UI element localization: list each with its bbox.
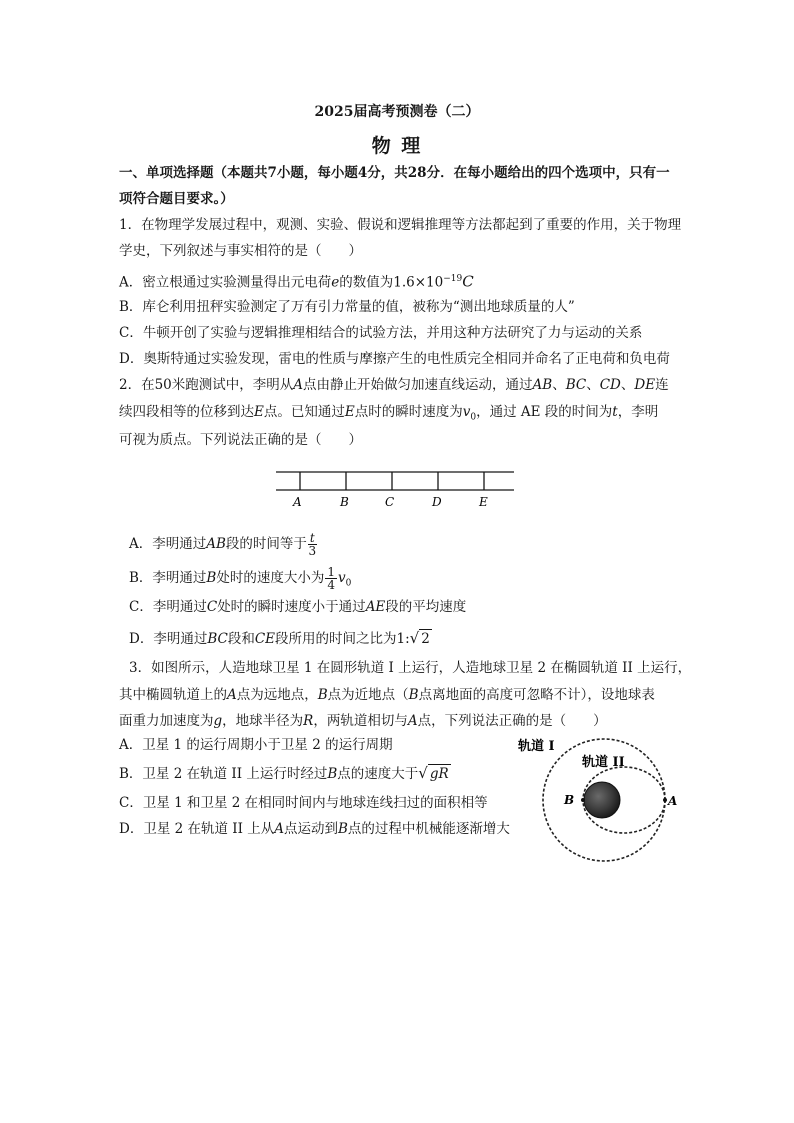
q2-l2-var-e: E [254,404,264,420]
subject-title: 物 理 [371,135,423,157]
q2-option-a [129,532,318,557]
q2-b-text: B．李明通过 [129,570,207,586]
q2-stem-line3: 可视为质点。下列说法正确的是（ ） [119,432,362,448]
q3-l3-var-r: R [303,713,314,729]
q2-a-denominator: 3 [308,544,317,558]
q2-b-velocity-sub: 0 [345,578,352,589]
q2-a-text: A．李明通过 [129,536,207,552]
q2-d-mid: 段和 [227,631,255,647]
q2-b-var: B [206,570,217,586]
q2-track-diagram [270,466,520,514]
q3-l2-var-b: B [317,687,328,703]
q1-a-mid: 的数值为1.6×10 [339,274,444,291]
q3-option-d [119,820,510,838]
q2-l1-sep1: 、 [552,377,566,393]
q3-l2-var-b2: B [408,687,419,703]
point-b-dot [581,798,585,802]
q3-option-c: C．卫星 1 和卫星 2 在相同时间内与地球连线扫过的面积相等 [119,795,488,811]
q2-c-text: C．李明通过 [129,599,207,615]
q3-stem-line3 [119,712,607,730]
track-label-e: E [479,495,488,509]
q3-orbit-diagram [510,734,685,864]
q1-a-var: e [331,274,340,291]
q3-option-b [119,764,451,783]
q3-d-end: 点的过程中机械能逐渐增大 [347,821,510,837]
q3-stem-line2 [119,686,655,704]
q2-l2-text3: 点时的瞬时速度为 [354,404,463,420]
track-label-c: C [385,495,395,509]
q2-b-mid: 处时的速度大小为 [216,570,325,586]
q2-c-mid: 处时的瞬时速度小于通过 [217,599,366,615]
q2-a-numerator: t [309,531,315,545]
track-label-a: A [293,495,302,509]
q2-b-velocity: v [337,570,346,586]
q2-option-c [129,598,466,616]
q3-d-text: D．卫星 2 在轨道 II 上从 [119,821,275,837]
q2-l2-var-v: v [462,404,471,420]
q2-l2-var-e2: E [344,404,355,420]
q1-option-a [119,270,474,292]
q2-a-var: AB [206,536,226,552]
track-label-d: D [432,495,442,509]
q2-l1-end: 连 [655,377,669,393]
q2-option-d [129,629,432,648]
q2-l1-var-ab: AB [532,377,553,393]
q2-d-radicand: 2 [421,631,430,647]
q1-stem-line1: 1．在物理学发展过程中，观测、实验、假说和逻辑推理等方法都起到了重要的作用，关于物理 [119,217,682,233]
q2-c-var2: AE [365,599,386,615]
q3-l3-var-g: g [213,713,223,729]
q2-b-fraction [325,566,337,591]
track-label-b: B [340,495,349,509]
q2-stem-line1 [119,376,669,394]
q2-l2-end: ，李明 [617,404,659,420]
q1-a-exponent: −19 [443,274,463,284]
q1-stem-line2: 学史，下列叙述与事实相符的是（ ） [119,243,362,259]
q3-l3-text3: ，两轨道相切与 [313,713,408,729]
q2-d-var: BC [207,631,228,647]
q2-l1-text2: 点由静止开始做匀加速直线运动，通过 [303,377,533,393]
q2-option-b [129,566,351,593]
section-heading-line2: 项符合题目要求。） [119,191,234,207]
q3-l3-var-a: A [407,713,418,729]
earth-globe [584,782,620,818]
q1-option-c: C．牛顿开创了实验与逻辑推理相结合的试验方法，并用这种方法研究了力与运动的关系 [119,325,643,341]
q3-option-a: A．卫星 1 的运行周期小于卫星 2 的运行周期 [119,737,393,753]
q2-c-var: C [206,599,218,615]
q3-l2-text: 其中椭圆轨道上的 [119,687,227,703]
q3-l3-end: 点，下列说法正确的是（ ） [417,713,607,729]
sqrt-sign: √ [418,764,428,782]
q2-a-fraction [308,532,317,557]
q2-stem-line2 [119,403,658,427]
exam-title: 2025届高考预测卷（二） [314,104,480,120]
q3-l2-text3: 点为近地点（ [327,687,409,703]
q2-l2-text4: ，通过 AE 段的时间为 [476,404,613,420]
q2-l2-var-t: t [612,404,618,420]
q1-a-text: A．密立根通过实验测量得出元电荷 [119,274,332,291]
section-heading-line1: 一、单项选择题（本题共7小题，每小题4分，共28分．在每小题给出的四个选项中，只有一 [119,165,670,181]
point-a-dot [663,798,667,802]
sqrt-sign: √ [409,629,420,647]
orbit-one-label: 轨道 I [518,739,555,754]
q2-l1-var-bc: BC [565,377,587,393]
q2-l1-var-de: DE [634,377,656,393]
q2-b-numerator: 1 [327,565,335,579]
q3-d-var-b: B [338,821,348,837]
q3-l3-text2: ，地球半径为 [222,713,304,729]
q2-l2-var-v-sub: 0 [470,412,477,423]
q3-d-mid: 点运动到 [284,821,338,837]
q1-option-d: D．奥斯特通过实验发现，雷电的性质与摩擦产生的电性质完全相同并命名了正电荷和负电荷 [119,351,670,367]
point-b-label: B [564,793,575,807]
q3-b-radicand: gR [429,766,449,782]
q3-b-var: B [327,766,338,782]
q3-b-mid: 点的速度大于 [337,766,419,782]
q2-l1-sep3: 、 [620,377,635,393]
q2-c-end: 段的平均速度 [385,599,467,615]
q2-l2-text: 续四段相等的位移到达 [119,404,254,420]
q2-d-end: 段所用的时间之比为1: [275,631,410,647]
q3-l3-text: 面重力加速度为 [119,713,214,729]
q2-l1-sep2: 、 [586,377,600,393]
q2-l1-text: 2．在50米跑测试中，李明从 [119,377,294,393]
q2-l1-var-cd: CD [599,377,621,393]
q1-option-b: B．库仑利用扭秤实验测定了万有引力常量的值，被称为“测出地球质量的人” [119,299,575,315]
q2-d-var2: CE [254,631,276,647]
q3-l2-text2: 点为远地点， [236,687,318,703]
q2-a-mid: 段的时间等于 [225,536,307,552]
orbit-two-label: 轨道 II [582,755,625,770]
q3-b-text: B．卫星 2 在轨道 II 上运行时经过 [119,766,328,782]
q3-stem-line1: 3．如图所示，人造地球卫星 1 在圆形轨道 I 上运行，人造地球卫星 2 在椭圆轨道 II 上运行， [129,660,692,676]
q1-a-unit: C [462,272,474,291]
q3-d-var-a: A [274,821,284,837]
q2-l2-text2: 点。已知通过 [263,404,345,420]
q3-l2-var-a: A [227,687,237,703]
q3-l2-end: 点离地面的高度可忽略不计），设地球表 [418,687,655,703]
q2-d-text: D．李明通过 [129,631,208,647]
q2-b-denominator: 4 [327,578,335,592]
point-a-label: A [668,794,678,808]
q2-l1-var-a: A [293,377,304,393]
